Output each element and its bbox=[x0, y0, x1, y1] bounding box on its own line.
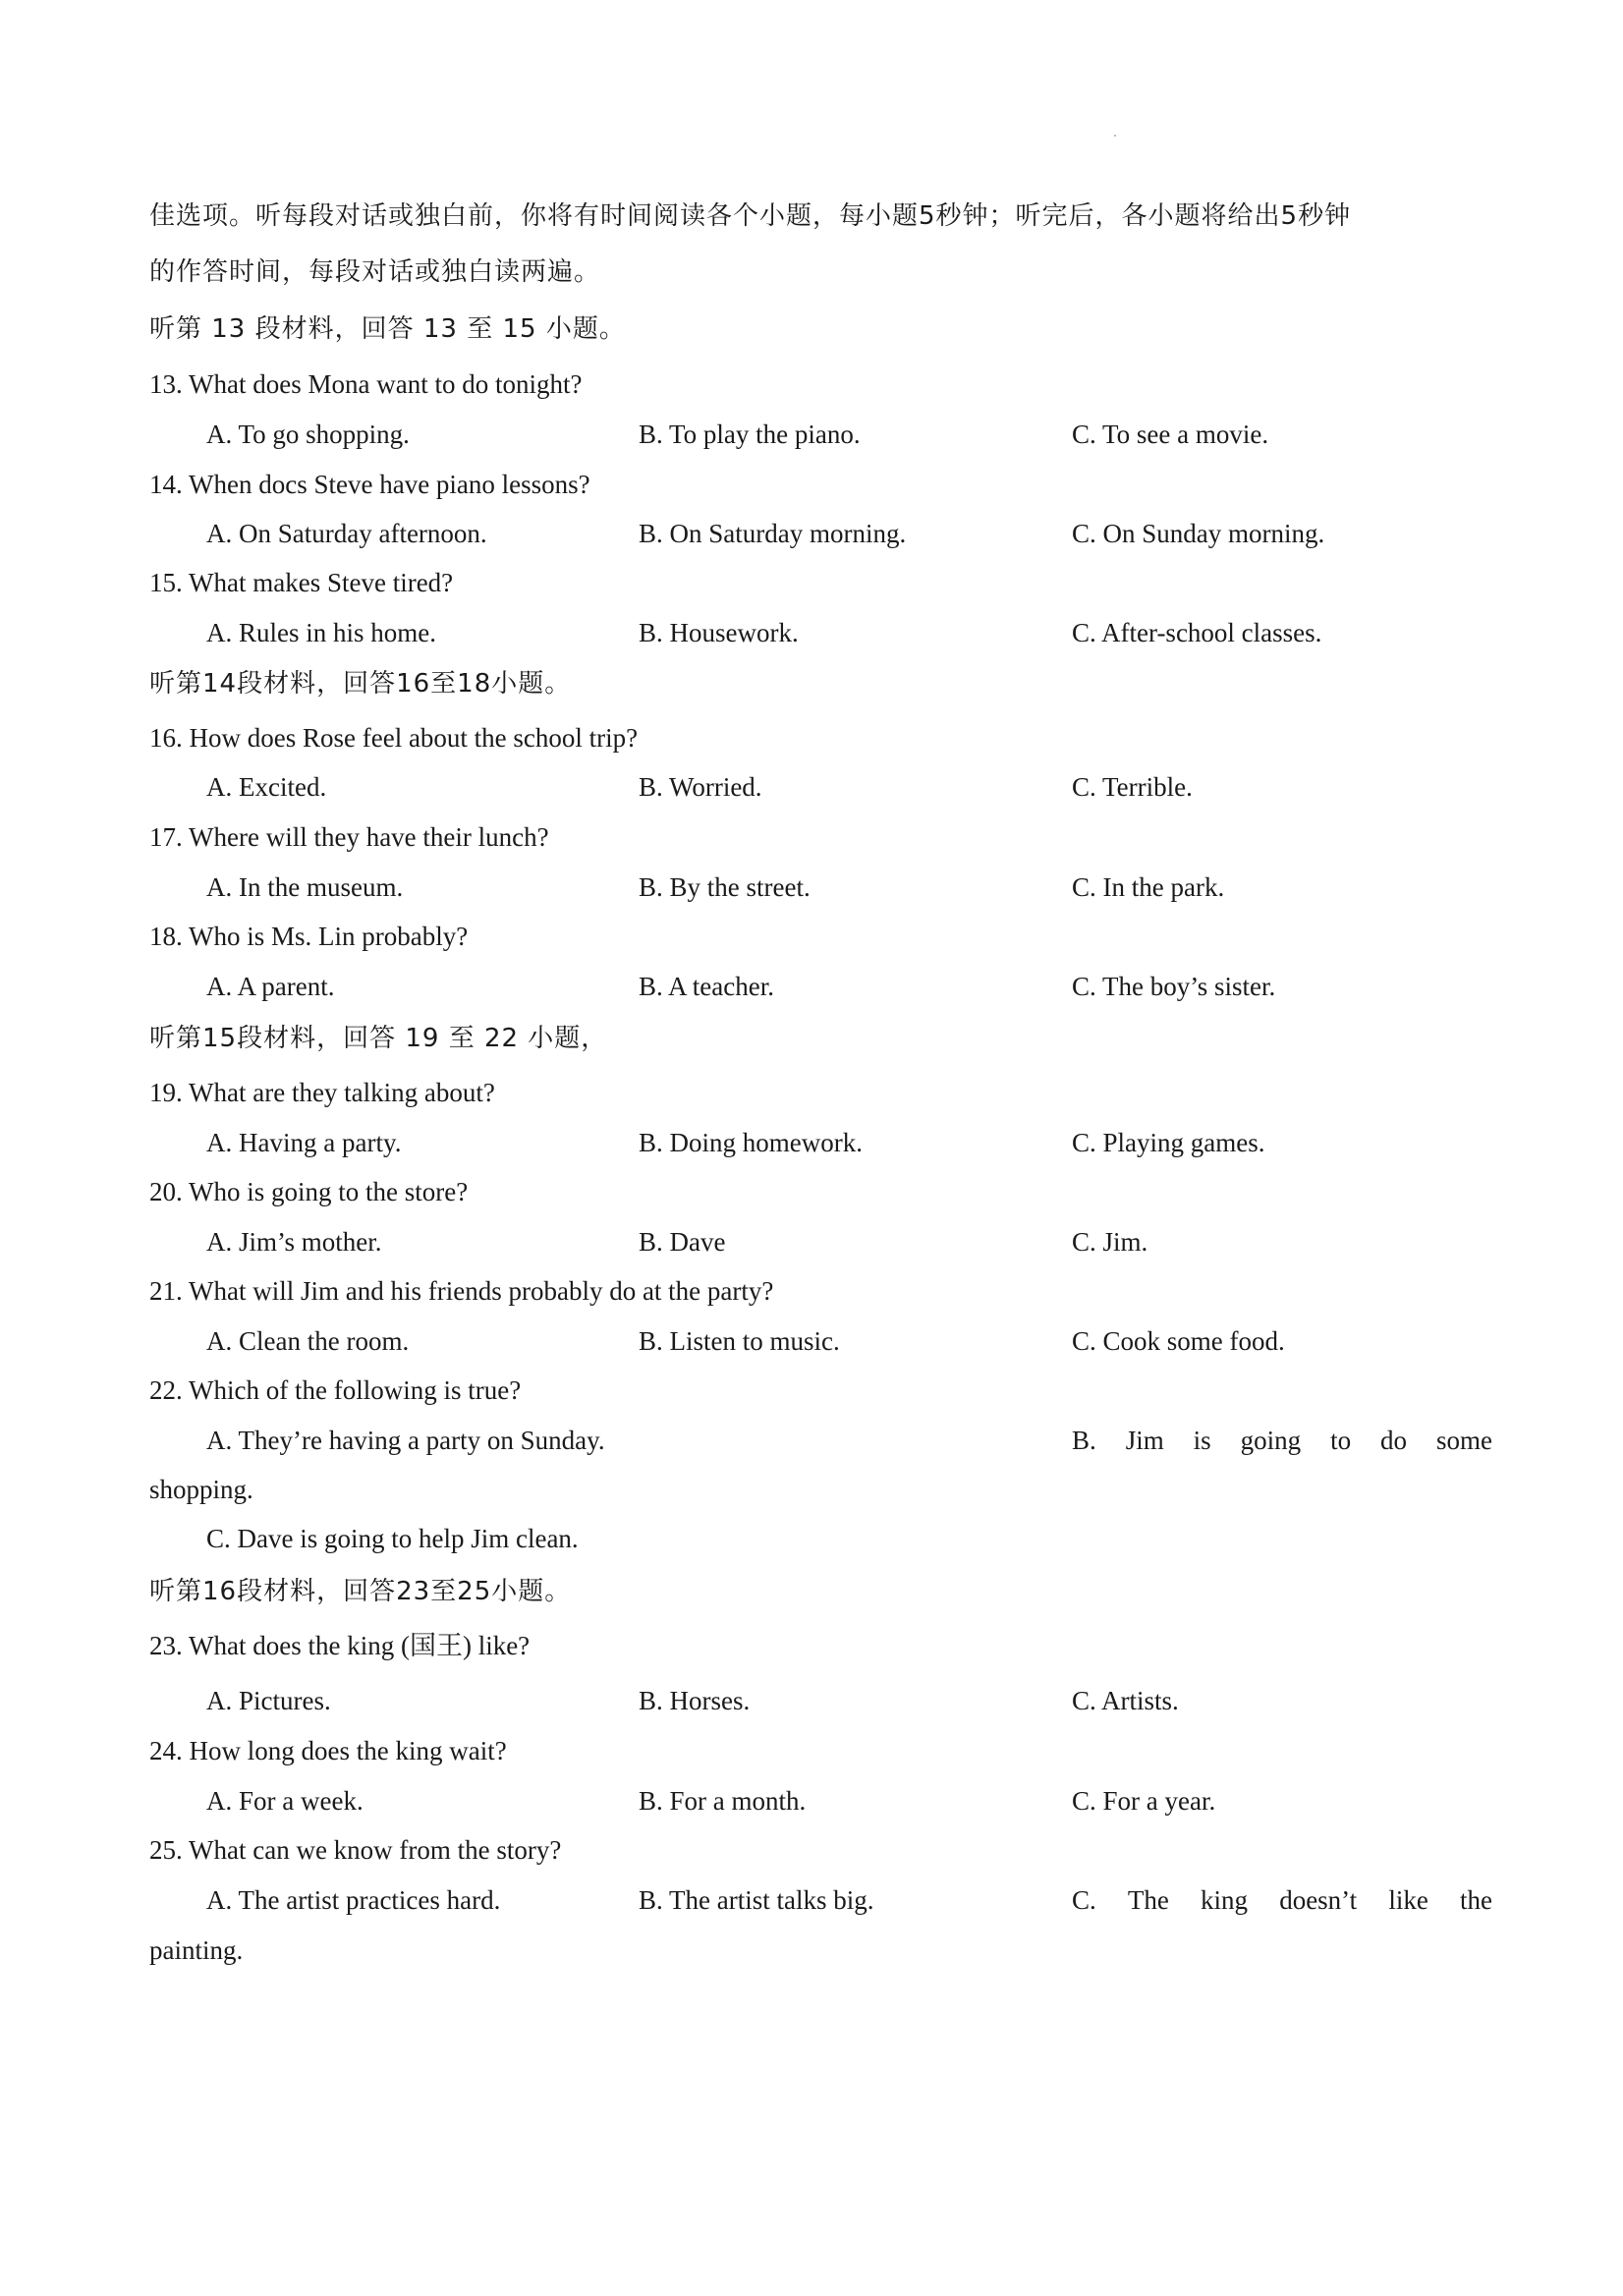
question-19-option-c: C. Playing games. bbox=[1072, 1128, 1265, 1157]
question-22-option-c: C. Dave is going to help Jim clean. bbox=[206, 1524, 579, 1553]
question-15-option-b: B. Housework. bbox=[639, 618, 799, 647]
question-18-option-c: C. The boy’s sister. bbox=[1072, 972, 1276, 1001]
section-heading-14: 听第14段材料，回答16至18小题。 bbox=[149, 669, 572, 699]
section-heading-15: 听第15段材料，回答 19 至 22 小题， bbox=[149, 1024, 608, 1053]
question-23-option-b: B. Horses. bbox=[639, 1686, 751, 1715]
option-word: like bbox=[1388, 1885, 1428, 1915]
question-14-stem: 14. When docs Steve have piano lessons? bbox=[149, 470, 590, 499]
question-19-option-b: B. Doing homework. bbox=[639, 1128, 863, 1157]
question-20-option-c: C. Jim. bbox=[1072, 1227, 1148, 1257]
question-21-option-c: C. Cook some food. bbox=[1072, 1326, 1285, 1356]
option-word: the bbox=[1459, 1885, 1492, 1915]
question-25-stem: 25. What can we know from the story? bbox=[149, 1835, 562, 1865]
question-24-stem: 24. How long does the king wait? bbox=[149, 1736, 507, 1765]
question-20-stem: 20. Who is going to the store? bbox=[149, 1177, 469, 1206]
question-24-option-b: B. For a month. bbox=[639, 1786, 807, 1816]
question-15-option-c: C. After-school classes. bbox=[1072, 618, 1322, 647]
question-17-option-c: C. In the park. bbox=[1072, 872, 1225, 902]
question-20-option-a: A. Jim’s mother. bbox=[206, 1227, 382, 1257]
question-23-option-a: A. Pictures. bbox=[206, 1686, 331, 1715]
option-word: do bbox=[1380, 1426, 1408, 1455]
question-25-option-b: B. The artist talks big. bbox=[639, 1885, 874, 1915]
question-16-stem: 16. How does Rose feel about the school trip? bbox=[149, 723, 639, 753]
question-14-option-a: A. On Saturday afternoon. bbox=[206, 519, 487, 548]
scan-speck bbox=[1114, 135, 1116, 137]
question-14-option-c: C. On Sunday morning. bbox=[1072, 519, 1325, 548]
question-20-option-b: B. Dave bbox=[639, 1227, 726, 1257]
question-17-option-b: B. By the street. bbox=[639, 872, 811, 902]
question-13-option-c: C. To see a movie. bbox=[1072, 420, 1269, 449]
question-25-option-a: A. The artist practices hard. bbox=[206, 1885, 501, 1915]
option-word: B. bbox=[1072, 1426, 1096, 1455]
question-19-stem: 19. What are they talking about? bbox=[149, 1078, 495, 1107]
question-22-option-b bbox=[1072, 1424, 1492, 1457]
question-17-stem: 17. Where will they have their lunch? bbox=[149, 822, 549, 852]
option-word: going bbox=[1240, 1426, 1302, 1455]
question-25-option-c bbox=[1072, 1883, 1492, 1917]
option-word: doesn’t bbox=[1279, 1885, 1358, 1915]
option-word: C. bbox=[1072, 1885, 1096, 1915]
question-21-option-b: B. Listen to music. bbox=[639, 1326, 840, 1356]
instructions-line-1: 佳选项。听每段对话或独白前，你将有时间阅读各个小题，每小题5秒钟；听完后，各小题将给出5秒钟 bbox=[149, 201, 1352, 231]
option-word: king bbox=[1201, 1885, 1249, 1915]
section-heading-13: 听第 13 段材料，回答 13 至 15 小题。 bbox=[149, 314, 626, 344]
question-18-stem: 18. Who is Ms. Lin probably? bbox=[149, 922, 469, 951]
question-18-option-b: B. A teacher. bbox=[639, 972, 774, 1001]
question-21-option-a: A. Clean the room. bbox=[206, 1326, 410, 1356]
question-16-option-c: C. Terrible. bbox=[1072, 772, 1193, 802]
question-17-option-a: A. In the museum. bbox=[206, 872, 404, 902]
question-18-option-a: A. A parent. bbox=[206, 972, 335, 1001]
question-25-option-c-continued: painting. bbox=[149, 1935, 244, 1965]
option-word: is bbox=[1193, 1426, 1211, 1455]
instructions-line-2: 的作答时间，每段对话或独白读两遍。 bbox=[149, 257, 601, 287]
section-heading-16: 听第16段材料，回答23至25小题。 bbox=[149, 1577, 572, 1606]
question-14-option-b: B. On Saturday morning. bbox=[639, 519, 907, 548]
question-23-option-c: C. Artists. bbox=[1072, 1686, 1179, 1715]
question-16-option-b: B. Worried. bbox=[639, 772, 762, 802]
question-15-option-a: A. Rules in his home. bbox=[206, 618, 436, 647]
question-15-stem: 15. What makes Steve tired? bbox=[149, 568, 454, 597]
option-word: Jim bbox=[1125, 1426, 1164, 1455]
question-24-option-c: C. For a year. bbox=[1072, 1786, 1216, 1816]
question-13-option-a: A. To go shopping. bbox=[206, 420, 410, 449]
option-word: some bbox=[1435, 1426, 1492, 1455]
question-19-option-a: A. Having a party. bbox=[206, 1128, 402, 1157]
question-13-option-b: B. To play the piano. bbox=[639, 420, 861, 449]
question-22-stem: 22. Which of the following is true? bbox=[149, 1375, 522, 1405]
question-16-option-a: A. Excited. bbox=[206, 772, 327, 802]
question-13-stem: 13. What does Mona want to do tonight? bbox=[149, 369, 583, 399]
question-24-option-a: A. For a week. bbox=[206, 1786, 364, 1816]
question-23-stem: 23. What does the king (国王) like? bbox=[149, 1631, 531, 1660]
question-22-option-a: A. They’re having a party on Sunday. bbox=[206, 1426, 605, 1455]
question-22-option-b-continued: shopping. bbox=[149, 1475, 253, 1504]
option-word: The bbox=[1127, 1885, 1169, 1915]
option-word: to bbox=[1330, 1426, 1352, 1455]
question-21-stem: 21. What will Jim and his friends probably do at the party? bbox=[149, 1276, 774, 1306]
